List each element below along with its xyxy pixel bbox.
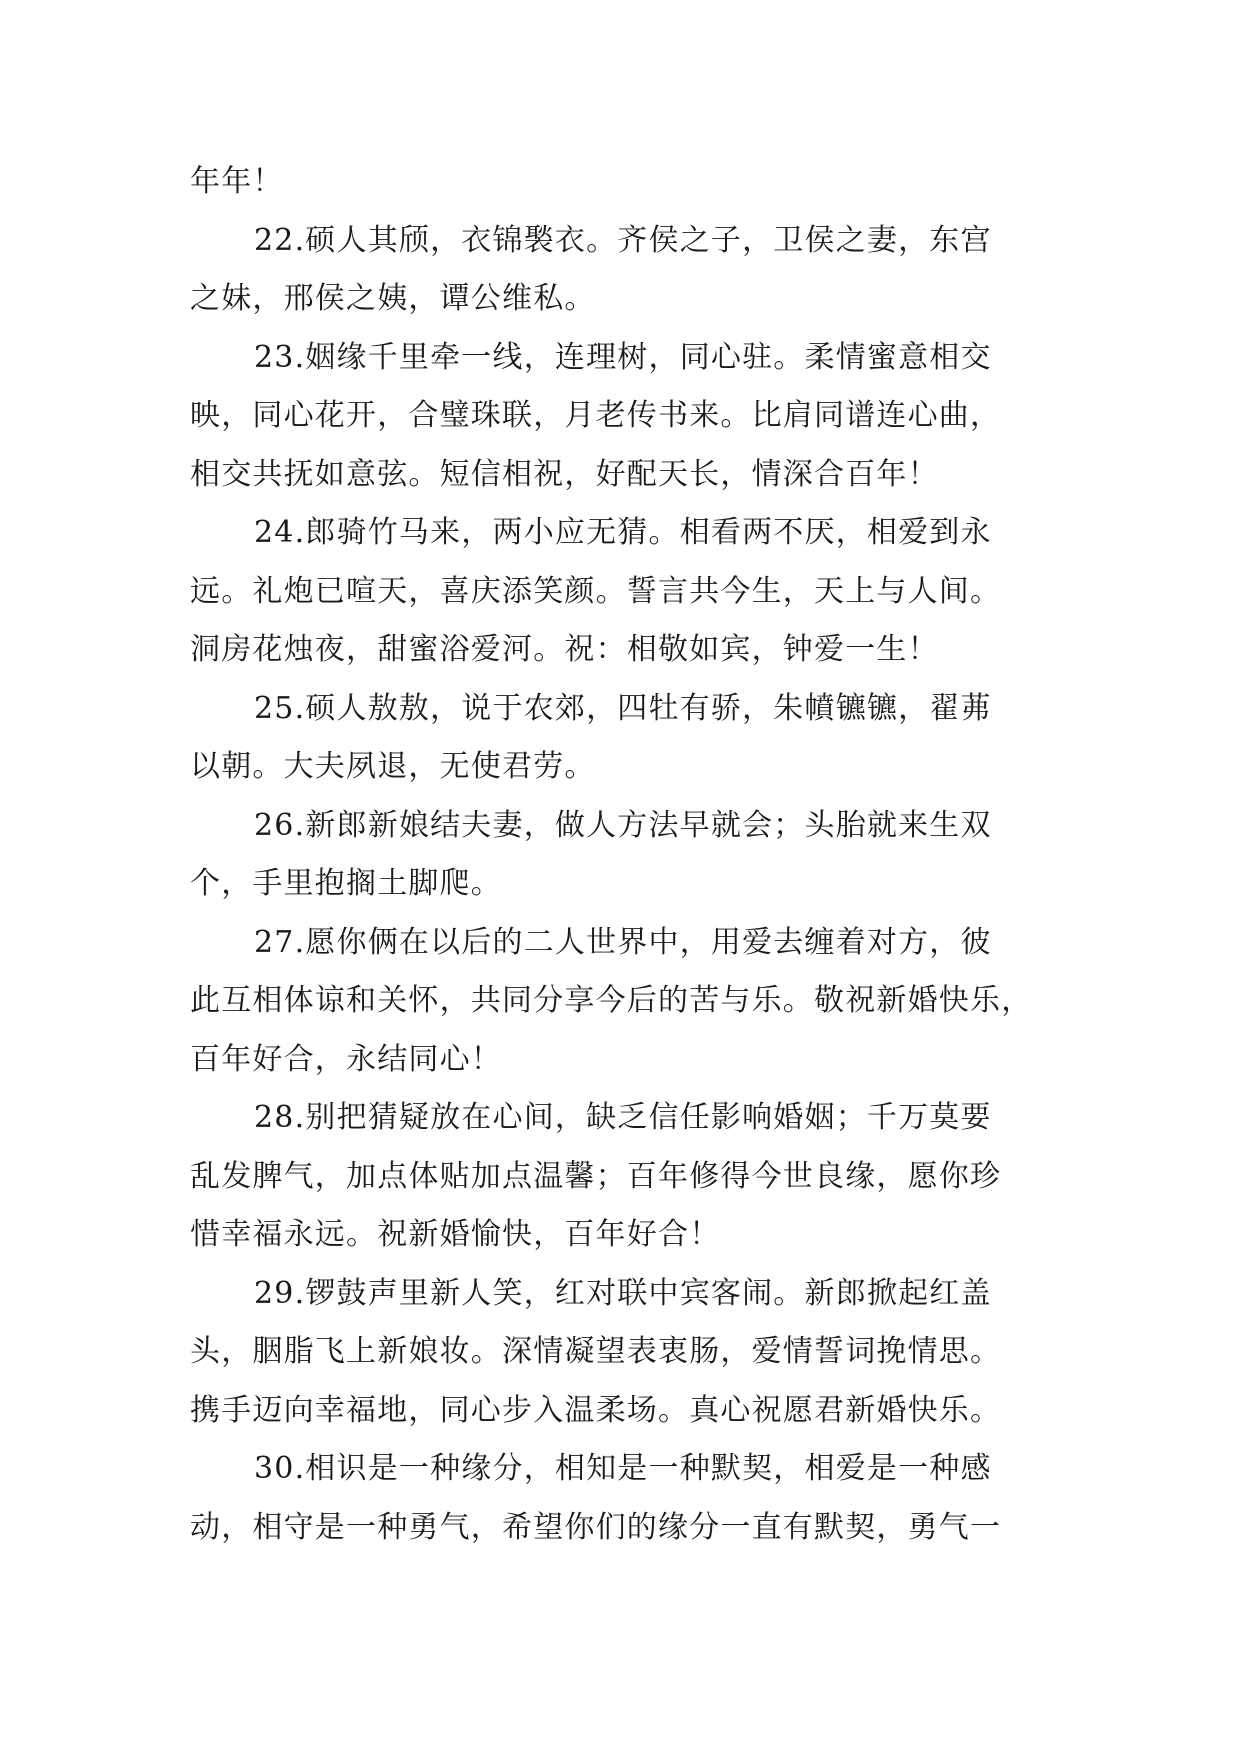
document-body — [190, 153, 1070, 1557]
text-line: 以朝。大夫夙退，无使君劳。 — [190, 749, 596, 784]
paragraph-start-26: 26.新郎新娘结夫妻，做人方法早就会；头胎就来生双 — [254, 807, 992, 843]
text-line: 个，手里抱搁土脚爬。 — [190, 866, 502, 901]
text-line: 洞房花烛夜，甜蜜浴爱河。祝：相敬如宾，钟爱一生！ — [190, 632, 939, 667]
paragraph-start-25: 25.硕人敖敖，说于农郊，四牡有骄，朱幩镳镳，翟茀 — [254, 690, 992, 726]
paragraph-start-29: 29.锣鼓声里新人笑，红对联中宾客闹。新郎掀起红盖 — [254, 1275, 992, 1311]
text-line: 年年！ — [190, 164, 284, 199]
text-line: 相交共抚如意弦。短信相祝，好配天长，情深合百年！ — [190, 456, 939, 492]
text-line: 头，胭脂飞上新娘妆。深情凝望表衷肠，爱情誓词挽情思。 — [190, 1334, 1002, 1369]
paragraph-start-30: 30.相识是一种缘分，相知是一种默契，相爱是一种感 — [254, 1451, 992, 1486]
text-line: 百年好合，永结同心！ — [190, 1041, 502, 1077]
paragraph-start-24: 24.郎骑竹马来，两小应无猜。相看两不厌，相爱到永 — [254, 515, 992, 550]
text-line: 惜幸福永远。祝新婚愉快，百年好合！ — [190, 1217, 721, 1252]
paragraph-start-22: 22.硕人其颀，衣锦褧衣。齐侯之子，卫侯之妻，东宫 — [254, 222, 992, 258]
text-line: 携手迈向幸福地，同心步入温柔场。真心祝愿君新婚快乐。 — [190, 1392, 1002, 1428]
text-line: 远。礼炮已喧天，喜庆添笑颜。誓言共今生，天上与人间。 — [190, 573, 1002, 609]
text-line: 乱发脾气，加点体贴加点温馨；百年修得今世良缘，愿你珍 — [190, 1158, 1002, 1194]
text-line: 映，同心花开，合璧珠联，月老传书来。比肩同谱连心曲， — [190, 398, 1002, 433]
paragraph-start-27: 27.愿你俩在以后的二人世界中，用爱去缠着对方，彼 — [254, 924, 992, 960]
paragraph-start-28: 28.别把猜疑放在心间，缺乏信任影响婚姻；千万莫要 — [254, 1100, 992, 1135]
paragraph-start-23: 23.姻缘千里牵一线，连理树，同心驻。柔情蜜意相交 — [254, 339, 992, 375]
text-line: 动，相守是一种勇气，希望你们的缘分一直有默契，勇气一 — [190, 1509, 1002, 1545]
text-line: 此互相体谅和关怀，共同分享今后的苦与乐。敬祝新婚快乐， — [190, 983, 1033, 1018]
text-line: 之妹，邢侯之姨，谭公维私。 — [190, 281, 596, 316]
